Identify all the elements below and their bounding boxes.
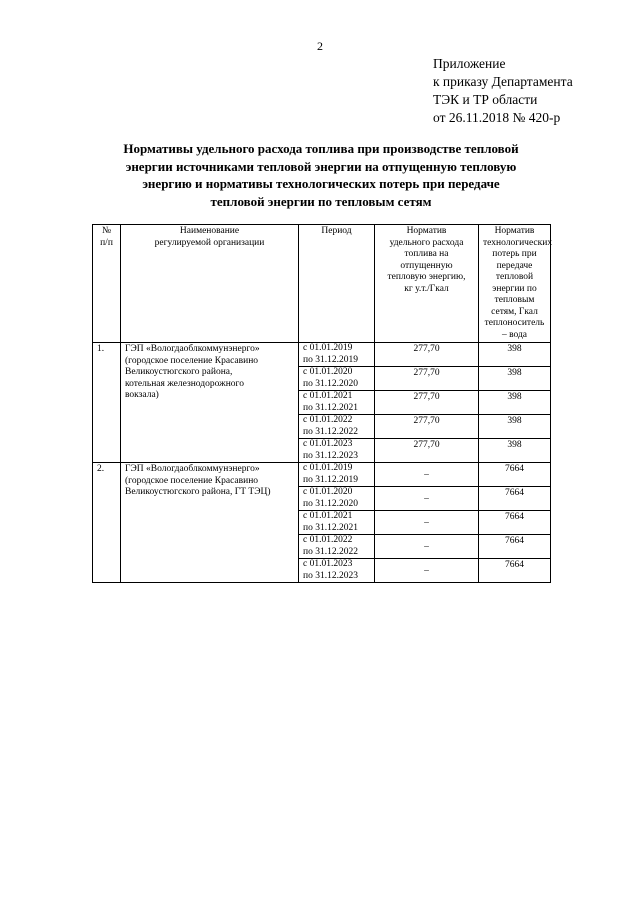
loss-norm-value: 398	[479, 439, 551, 463]
period-from: с 01.01.2022	[303, 535, 353, 545]
period-cell	[299, 343, 375, 367]
appendix-line: к приказу Департамента	[433, 74, 573, 89]
fuel-norm-value	[375, 391, 479, 415]
loss-norm-value: 7664	[479, 559, 551, 583]
loss-norm-value: 7664	[479, 463, 551, 487]
period-to: по 31.12.2023	[303, 570, 358, 581]
fuel-norm-text: 277,70	[413, 368, 440, 378]
fuel-norm-text: 277,70	[413, 440, 440, 450]
header-line: кг у.т./Гкал	[404, 283, 449, 294]
header-line: потерь при передаче	[492, 249, 537, 271]
loss-norm-value: 398	[479, 391, 551, 415]
row-number: 2.	[93, 463, 121, 583]
fuel-norm-text: –	[424, 470, 429, 480]
fuel-norm-text: –	[424, 566, 429, 576]
period-cell	[299, 463, 375, 487]
table-row	[93, 463, 551, 487]
fuel-norm-value	[375, 559, 479, 583]
header-num	[93, 225, 121, 343]
loss-norm-value: 7664	[479, 535, 551, 559]
header-line: Период	[321, 226, 352, 236]
table-body	[93, 343, 551, 583]
header-organization	[121, 225, 299, 343]
organization-line: вокзала)	[125, 390, 159, 400]
fuel-norm-value	[375, 463, 479, 487]
fuel-norm-text: 277,70	[413, 416, 440, 426]
header-line: Норматив	[406, 226, 447, 236]
appendix-line: от 26.11.2018 № 420-р	[433, 110, 561, 125]
header-line: тепловой энергии по	[492, 272, 537, 294]
fuel-norm-text: 277,70	[413, 392, 440, 402]
period-cell	[299, 415, 375, 439]
period-from: с 01.01.2023	[303, 439, 353, 449]
table-row	[93, 343, 551, 367]
organization-name	[121, 463, 299, 583]
header-line: технологических	[483, 237, 553, 248]
period-to: по 31.12.2021	[303, 522, 358, 533]
header-line: отпущенную	[400, 260, 453, 271]
period-to: по 31.12.2022	[303, 426, 358, 437]
loss-norm-value: 398	[479, 415, 551, 439]
period-cell	[299, 439, 375, 463]
period-from: с 01.01.2021	[303, 511, 353, 521]
period-from: с 01.01.2021	[303, 391, 353, 401]
fuel-norm-text: –	[424, 542, 429, 552]
loss-norm-value: 398	[479, 343, 551, 367]
period-from: с 01.01.2019	[303, 463, 353, 473]
organization-line: котельная железнодорожного	[125, 378, 244, 389]
period-from: с 01.01.2022	[303, 415, 353, 425]
organization-line: Великоустюгского района,	[125, 367, 233, 377]
period-cell	[299, 535, 375, 559]
period-cell	[299, 511, 375, 535]
period-to: по 31.12.2022	[303, 546, 358, 557]
norms-table	[92, 224, 551, 583]
fuel-norm-value	[375, 343, 479, 367]
header-fuel-norm	[375, 225, 479, 343]
period-to: по 31.12.2019	[303, 474, 358, 485]
header-line: тепловым сетям, Гкал	[491, 295, 538, 317]
fuel-norm-value	[375, 415, 479, 439]
title-line: энергии источниками тепловой энергии на отпущенную тепловую	[125, 158, 517, 174]
fuel-norm-value	[375, 367, 479, 391]
fuel-norm-text: –	[424, 494, 429, 504]
header-line: регулируемой организации	[154, 237, 265, 248]
organization-line: ГЭП «Вологдаоблкоммунэнерго»	[125, 344, 260, 354]
header-loss-norm	[479, 225, 551, 343]
row-number: 1.	[93, 343, 121, 463]
organization-name	[121, 343, 299, 463]
period-cell	[299, 391, 375, 415]
title-line: энергию и нормативы технологических потерь при передаче	[142, 176, 500, 191]
period-cell	[299, 487, 375, 511]
title-line: тепловой энергии по тепловым сетям	[210, 193, 432, 209]
period-to: по 31.12.2020	[303, 498, 358, 509]
loss-norm-value: 398	[479, 367, 551, 391]
header-line: топлива на	[404, 249, 449, 259]
fuel-norm-value	[375, 535, 479, 559]
appendix-line: ТЭК и ТР области	[433, 92, 538, 107]
organization-line: ГЭП «Вологдаоблкоммунэнерго»	[125, 464, 260, 474]
title-line: Нормативы удельного расхода топлива при производстве тепловой	[123, 141, 519, 156]
header-period	[299, 225, 375, 343]
period-from: с 01.01.2020	[303, 487, 353, 497]
page-number: 2	[317, 39, 323, 53]
header-line: п/п	[100, 237, 113, 248]
header-line: теплоноситель – вода	[484, 318, 545, 340]
period-to: по 31.12.2023	[303, 450, 358, 461]
period-to: по 31.12.2021	[303, 402, 358, 413]
organization-line: (городское поселение Красавино	[125, 355, 259, 366]
period-from: с 01.01.2020	[303, 367, 353, 377]
fuel-norm-value	[375, 439, 479, 463]
fuel-norm-text: –	[424, 518, 429, 528]
header-line: удельного расхода	[389, 237, 464, 248]
fuel-norm-value	[375, 487, 479, 511]
header-line: тепловую энергию,	[387, 272, 466, 282]
header-line: №	[101, 226, 112, 236]
loss-norm-value: 7664	[479, 487, 551, 511]
period-from: с 01.01.2023	[303, 559, 353, 569]
organization-line: (городское поселение Красавино	[125, 475, 259, 486]
period-to: по 31.12.2019	[303, 354, 358, 365]
loss-norm-value: 7664	[479, 511, 551, 535]
header-line: Наименование	[179, 226, 240, 236]
period-cell	[299, 367, 375, 391]
period-to: по 31.12.2020	[303, 378, 358, 389]
table-header-row	[93, 225, 551, 343]
fuel-norm-text: 277,70	[413, 344, 440, 354]
period-from: с 01.01.2019	[303, 343, 353, 353]
header-line: Норматив	[494, 226, 535, 236]
period-cell	[299, 559, 375, 583]
organization-line: Великоустюгского района, ГТ ТЭЦ)	[125, 487, 271, 497]
appendix-line: Приложение	[433, 56, 506, 71]
fuel-norm-value	[375, 511, 479, 535]
appendix-header	[433, 55, 573, 127]
document-title	[96, 140, 546, 210]
